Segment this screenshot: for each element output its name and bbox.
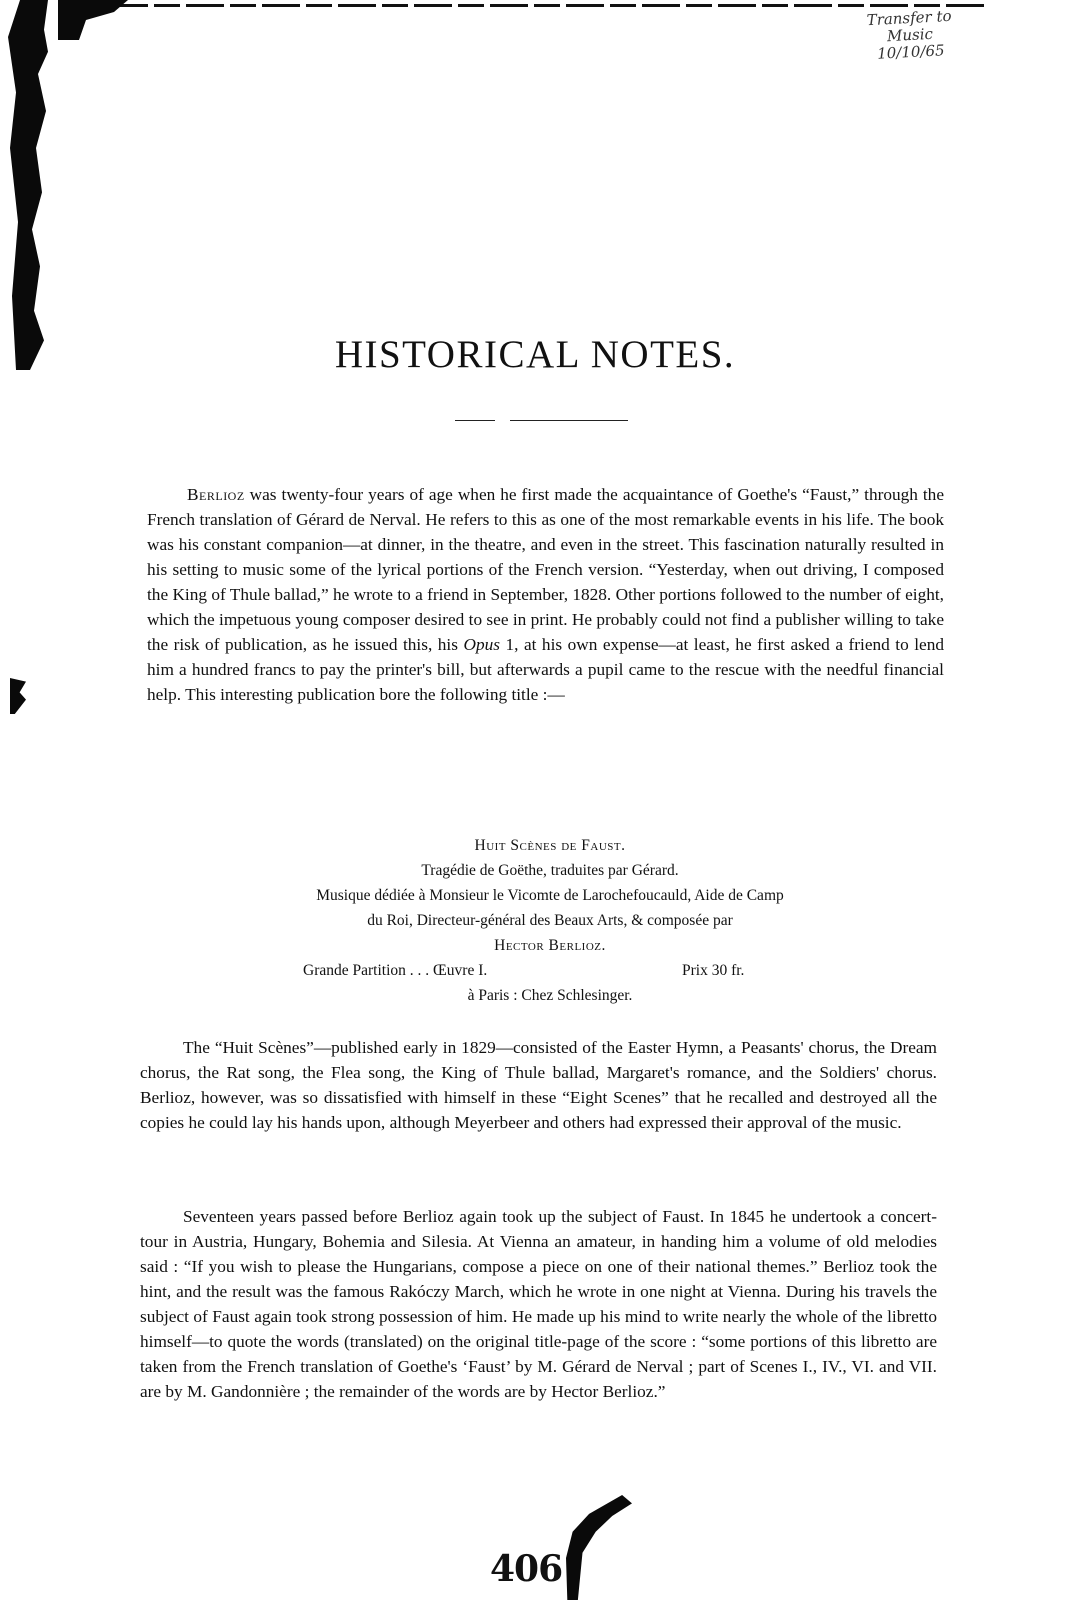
scan-side-mark xyxy=(10,678,26,714)
title-page-price-row xyxy=(200,958,900,983)
title-page-line: à Paris : Chez Schlesinger. xyxy=(467,987,633,1004)
handwritten-note xyxy=(834,6,986,65)
handwritten-note-line: 10/10/65 xyxy=(876,41,945,63)
quoted-title-page xyxy=(200,833,900,1008)
handwritten-note-line: Transfer to xyxy=(866,6,952,30)
paragraph-1-text-b: 1, at his own expense—at least, he first asked a friend to lend him a hundred francs to pay the printer's bill, but afterwards a pupil came to the rescue with the needful financial help. This interesting publication bore the following title :— xyxy=(147,635,944,704)
title-rule-long xyxy=(510,420,628,421)
title-page-line: Hector Berlioz. xyxy=(494,937,606,954)
scan-binding-mark xyxy=(58,0,128,40)
paragraph-1 xyxy=(147,482,944,707)
opus-word: Opus xyxy=(463,635,500,654)
title-page-edition: Grande Partition . . . Œuvre I. xyxy=(303,962,488,979)
title-page-price: Prix 30 fr. xyxy=(682,962,745,979)
page-title: HISTORICAL NOTES. xyxy=(334,333,736,376)
scan-ink-blot xyxy=(566,1495,632,1600)
page-number: 406 xyxy=(490,1548,563,1590)
paragraph-1-text-a: was twenty-four years of age when he first made the acquaintance of Goethe's “Faust,” through the French translation of Gérard de Nerval. He refers to this as one of the most remarkable events in his life. The book was his constant companion—at dinner, in the theatre, and even in the street. This fascination naturally resulted in his setting to music some of the lyrical portions of the French version. “Yesterday, when out driving, I composed the King of Thule ballad,” he wrote to a friend in September, 1828. Other portions followed to the number of eight, which the impetuous young composer desired to see in print. He probably could not find a publisher willing to take the risk of publication, as he issued this, his xyxy=(147,485,944,654)
lead-word: Berlioz xyxy=(187,485,245,504)
handwritten-note-line: Music xyxy=(886,24,934,46)
title-rule-short xyxy=(455,420,495,421)
paragraph-2: The “Huit Scènes”—published early in 1829—consisted of the Easter Hymn, a Peasants' chorus, the Dream chorus, the Rat song, the Flea song, the King of Thule ballad, Margaret's romance, and the Soldiers' chorus. Berlioz, however, was so dissatisfied with himself in these “Eight Scenes” that he recalled and destroyed all the copies he could lay his hands upon, although Meyerbeer and others had expressed their approval of the music. xyxy=(140,1038,937,1132)
paragraph-3: Seventeen years passed before Berlioz again took up the subject of Faust. In 1845 he undertook a concert-tour in Austria, Hungary, Bohemia and Silesia. At Vienna an amateur, in handing him a volume of old melodies said : “If you wish to please the Hungarians, compose a piece on one of their national themes.” Berlioz took the hint, and the result was the famous Rakóczy March, which he wrote in one night at Vienna. During his travels the subject of Faust again took strong possession of him. He made up his mind to write nearly the whole of the libretto himself—to quote the words (translated) on the original title-page of the score : “some portions of this libretto are taken from the French translation of Goethe's ‘Faust’ by M. Gérard de Nerval ; part of Scenes I., IV., VI. and VII. are by M. Gandonnière ; the remainder of the words are by Hector Berlioz.” xyxy=(140,1207,937,1401)
title-page-line: du Roi, Directeur-général des Beaux Arts, & composée par xyxy=(367,912,733,929)
title-page-line: Tragédie de Goëthe, traduites par Gérard. xyxy=(421,862,679,879)
title-page-line: Musique dédiée à Monsieur le Vicomte de Larochefoucauld, Aide de Camp xyxy=(316,887,784,904)
scan-edge-line xyxy=(110,4,990,7)
scan-binding-mark xyxy=(8,0,48,370)
title-page-line: Huit Scènes de Faust. xyxy=(474,837,626,854)
